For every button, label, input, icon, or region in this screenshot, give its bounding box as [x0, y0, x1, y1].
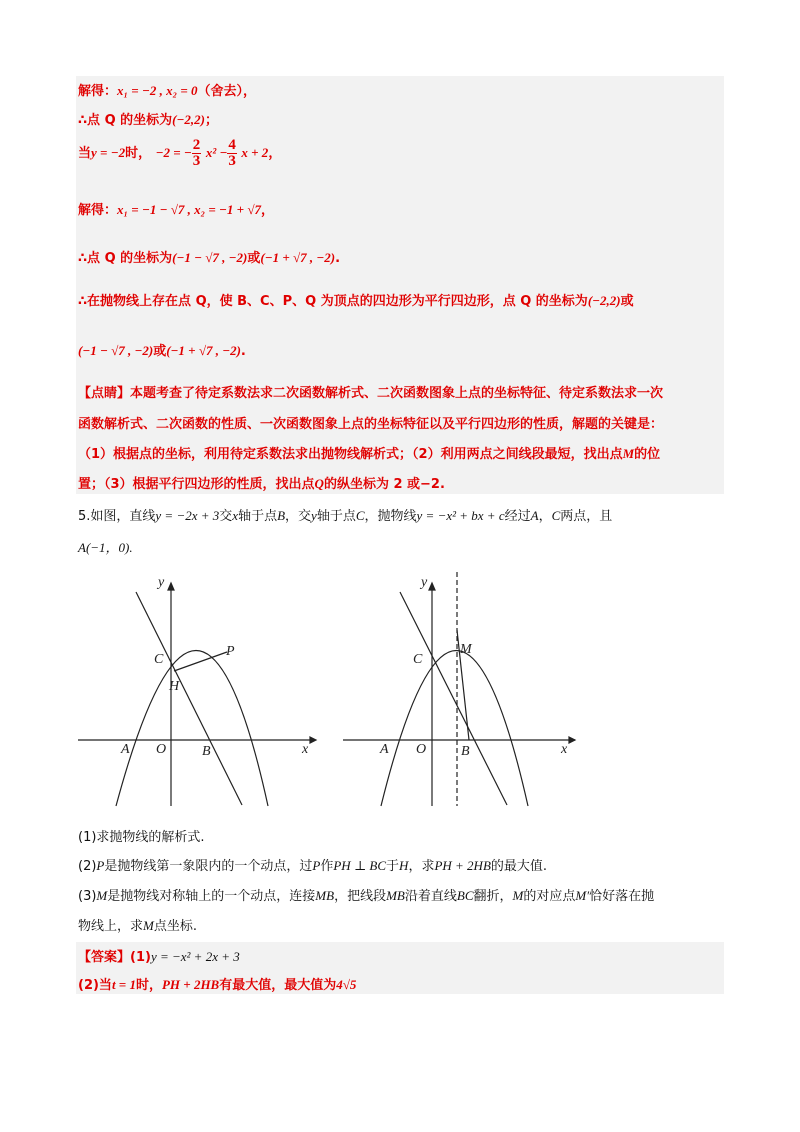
x-axis-arrow [569, 737, 575, 743]
y-axis-arrow [168, 583, 174, 590]
label-A: A [121, 742, 130, 757]
question-2: (2)P是抛物线第一象限内的一个动点，过P作PH ⊥ BC于H，求PH + 2HB的最大值. [78, 858, 548, 874]
solution-line-1: 解得：x₁ = −2 , x₂ = 0（舍去）， [78, 83, 257, 99]
answer-line-2: (2)当t = 1时，PH + 2HB有最大值，最大值为4√5 [78, 977, 357, 993]
question-3-line-2: 物线上，求M点坐标. [78, 918, 197, 934]
label-A: A [380, 742, 389, 757]
figure-left [70, 570, 320, 810]
label-x: x [561, 742, 568, 757]
comment-tag: 【点睛】 [78, 386, 131, 401]
line-bc [136, 592, 242, 805]
question-3-line-1: (3)M是抛物线对称轴上的一个动点，连接MB，把线段MB沿着直线BC翻折，M的对应点M′恰好落在抛 [78, 888, 655, 904]
answer-line-1: 【答案】(1)y = −x² + 2x + 3 [78, 949, 240, 965]
comment-line-3: （1）根据点的坐标，利用待定系数法求出抛物线解析式；（2）利用两点之间线段最短，找出点M的位 [78, 446, 661, 462]
comment-line-4: 置；（3）根据平行四边形的性质，找出点Q的纵坐标为 2 或−2. [78, 476, 445, 492]
label-B: B [202, 744, 211, 759]
x-axis-arrow [310, 737, 316, 743]
label-O: O [416, 742, 427, 757]
label-x: x [302, 742, 309, 757]
label-B: B [461, 744, 470, 759]
comment-line-2: 函数解析式、二次函数的性质、一次函数图象上点的坐标特征以及平行四边形的性质，解题的关键是： [78, 417, 664, 432]
label-C: C [413, 652, 423, 667]
solution-line-7: (−1 − √7 , −2)或(−1 + √7 , −2). [78, 343, 246, 359]
solution-line-6: ∴在抛物线上存在点 Q，使 B、C、P、Q 为顶点的四边形为平行四边形，点 Q 的坐标为(−2,2)或 [78, 293, 634, 309]
comment-line-1: 【点睛】本题考查了待定系数法求二次函数解析式、二次函数图象上点的坐标特征、待定系数法求一次 [78, 386, 664, 401]
solution-line-5: ∴点 Q 的坐标为(−1 − √7 , −2)或(−1 + √7 , −2). [78, 250, 341, 266]
figure-right [335, 570, 585, 810]
label-O: O [156, 742, 167, 757]
y-axis-arrow [429, 583, 435, 590]
parabola [381, 651, 528, 807]
line-bc [400, 592, 507, 805]
label-y: y [421, 575, 428, 590]
problem-line-2: A(−1，0). [78, 540, 133, 555]
label-M: M [460, 642, 472, 657]
question-1: (1)求抛物线的解析式. [78, 830, 205, 845]
solution-line-3: 当y = −2时， −2 = − $\frac{2}{3}$ x² − $\frac{4}{3}$ x + 2， [78, 137, 282, 169]
label-H: H [169, 679, 180, 694]
label-y: y [158, 575, 165, 590]
solution-line-4: 解得：x₁ = −1 − √7 , x₂ = −1 + √7， [78, 202, 274, 218]
segment-hp [174, 652, 227, 671]
problem-line-1: 5.如图，直线y = −2x + 3交x轴于点B，交y轴于点C，抛物线y = −x² + bx + c经过A，C两点，且 [78, 508, 613, 524]
label-P: P [226, 644, 235, 659]
label-C: C [154, 652, 164, 667]
solution-line-2: ∴点 Q 的坐标为(−2,2)； [78, 112, 218, 128]
answer-tag: 【答案】 [78, 950, 131, 965]
parabola [116, 651, 268, 807]
